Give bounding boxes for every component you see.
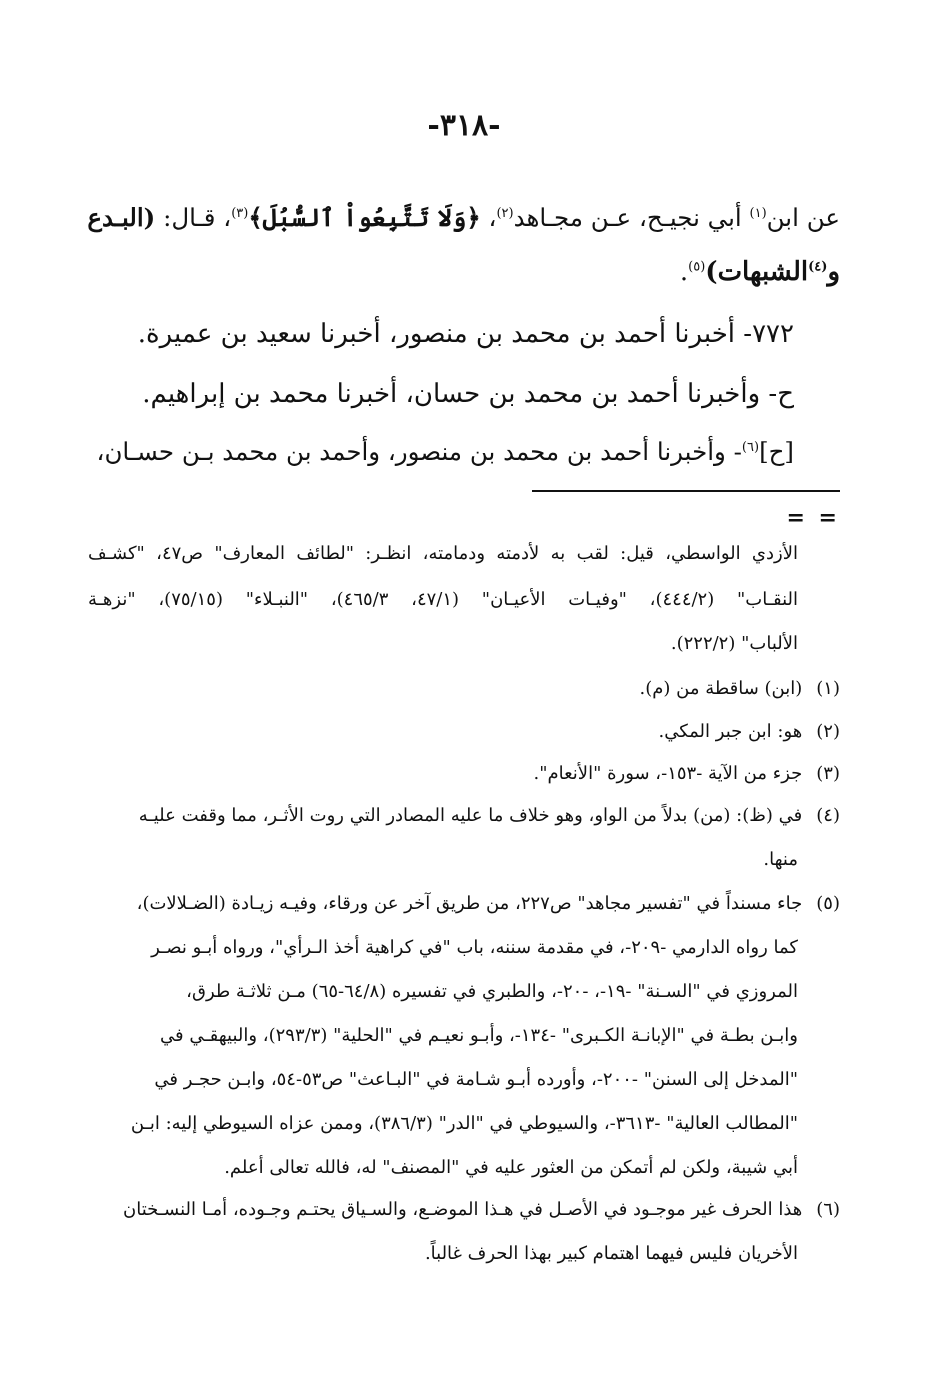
footnote-number: (٦): [816, 1199, 840, 1220]
footnote-5-line: المروزي في "السـنة" -١٩-، -٢٠-، والطبري في تفسيره (٦٤/٨-٦٥) مـن ثلاثـة طرق،: [186, 981, 798, 1002]
footnote-5-line: وابـن بطـة في "الإبانـة الكـبرى" -١٣٤-، وأبـو نعيـم في "الحلية" (٢٩٣/٣)، والبيهقـي في: [160, 1025, 798, 1046]
footnote-continuation-line: الأزدي الواسطي، قيل: لقب به لأدمته ودمامته، انظـر: "لطائف المعارف" ص٤٧، "كشـف: [88, 543, 798, 564]
isnad-line-3: [ح]$^{(٦)}$- وأخبرنا أحمد بن محمد بن منصور، وأحمد بن محمد بـن حسـان،: [96, 437, 794, 466]
main-text-line-1: عن ابن$^{(١)}$ أبي نجيـح، عـن مجـاهد$^{(٢)}$، ﴿وَلَا تَتَّبِعُواْ ٱلسُّبُلَ﴾$^{(٣)}$، قـال: (البـدع: [87, 203, 840, 232]
footnote-6: (٦) هذا الحرف غير موجـود في الأصـل في هـذا الموضـع، والسـياق يحتـم وجـوده، أمـا النسـختان: [88, 1196, 840, 1224]
footnote-number: (١): [816, 678, 840, 699]
footnote-4: (٤) في (ظ): (من) بدلاً من الواو، وهو خلاف ما عليه المصادر التي روت الأثـر، مما وقفت عليـه: [88, 802, 840, 830]
footnote-1: (١) (ابن) ساقطة من (م).: [88, 675, 840, 703]
footnote-ref-1[interactable]: (١): [749, 205, 767, 221]
footnote-ref-4[interactable]: (٤): [808, 259, 828, 275]
footnote-4-line: منها.: [763, 849, 798, 870]
footnote-5-line: "المدخل إلى السنن" -٢٠٠-، وأورده أبـو شـامة في "البـاعث" ص٥٣-٥٤، وابـن حجـر في: [154, 1069, 798, 1090]
isnad-line-2: ح- وأخبرنا أحمد بن محمد بن حسان، أخبرنا محمد بن إبراهيم.: [142, 379, 794, 409]
footnote-2: (٢) هو: ابن جبر المكي.: [88, 718, 840, 746]
footnote-number: (٢): [816, 721, 840, 742]
quote-bold: (البـدع: [87, 203, 156, 232]
footnote-5-line: أبي شيبة، ولكن لم أتمكن من العثور عليه في "المصنف" له، فالله تعالى أعلم.: [224, 1157, 798, 1178]
footnote-5-line: كما رواه الدارمي -٢٠٩-، في مقدمة سننه، باب "في كراهية أخذ الـرأي"، ورواه أبـو نصـر: [151, 937, 798, 958]
continuation-mark: = =: [786, 505, 840, 531]
footnote-separator: [532, 490, 840, 492]
footnote-continuation-line: الألباب" (٢٢٢/٢).: [670, 633, 798, 654]
footnote-5: (٥) جاء مسنداً في "تفسير مجاهد" ص٢٢٧، من طريق آخر عن ورقاء، وفيـه زيـادة (الضـلالات)،: [88, 890, 840, 918]
footnote-ref-5[interactable]: (٥): [688, 259, 706, 275]
page-number: -٣١٨-: [427, 108, 501, 143]
footnote-continuation-line: النقـاب" (٤٤٤/٢)، "وفيـات الأعيـان" (٤٧/١، ٤٦٥/٣)، "النبـلاء" (٧٥/١٥)، "نزهـة: [88, 589, 798, 610]
footnote-5-line: "المطالب العالية" -٣٦١٣-، والسيوطي في "الدر" (٣٨٦/٣)، وممن عزاه السيوطي إليه: ابـن: [130, 1113, 798, 1134]
main-text-line-2: و$^{(٤)}$الشبهات)$^{(٥)}$.: [679, 257, 840, 287]
footnote-ref-6[interactable]: (٦): [741, 439, 760, 455]
document-page: [88, 0, 840, 1388]
quran-verse: ﴿وَلَا تَتَّبِعُواْ ٱلسُّبُلَ﴾: [248, 203, 481, 232]
footnote-ref-3[interactable]: (٣): [231, 205, 249, 221]
footnote-number: (٣): [816, 763, 840, 784]
footnote-ref-2[interactable]: (٢): [496, 205, 514, 221]
footnote-3: (٣) جزء من الآية -١٥٣-، سورة "الأنعام".: [88, 760, 840, 788]
footnote-number: (٤): [816, 805, 840, 826]
footnote-number: (٥): [816, 893, 840, 914]
hadith-772-heading: ٧٧٢- أخبرنا أحمد بن محمد بن منصور، أخبرنا سعيد بن عميرة.: [137, 319, 794, 349]
footnote-6-line: الأخريان فليس فيهما اهتمام كبير بهذا الحرف غالباً.: [424, 1243, 798, 1264]
